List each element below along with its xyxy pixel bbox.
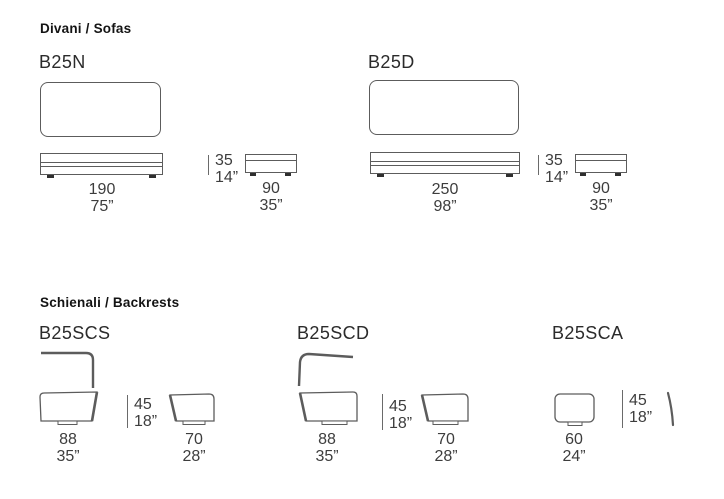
b25scd-depth-in: 28”	[434, 448, 458, 465]
b25d-depth-view-drawing	[575, 154, 627, 177]
b25d-top-view-drawing	[369, 80, 519, 135]
b25n-width-cm: 190	[88, 181, 116, 198]
b25scd-width-in: 35”	[315, 448, 339, 465]
b25d-width-dimension	[401, 181, 489, 215]
model-code-b25n: B25N	[39, 52, 86, 72]
b25sca-width-dimension	[550, 431, 598, 465]
b25n-top-view-drawing	[40, 82, 161, 137]
b25scd-height-dim-line	[382, 394, 383, 430]
b25n-height-dim-line	[208, 155, 209, 175]
b25sca-height-dim-line	[622, 390, 623, 428]
b25n-depth-cm: 90	[262, 180, 280, 197]
b25d-depth-dimension	[577, 180, 625, 214]
b25scs-height-in: 18”	[134, 413, 158, 430]
b25sca-height-dimension	[629, 392, 652, 426]
b25scd-height-in: 18”	[389, 415, 413, 432]
b25sca-side-profile-drawing	[662, 389, 680, 429]
b25n-depth-dimension	[247, 180, 295, 214]
b25d-height-cm: 35	[545, 152, 563, 169]
b25scs-depth-cm: 70	[185, 431, 203, 448]
b25n-height-dimension	[215, 152, 238, 186]
b25n-width-in: 75”	[90, 198, 114, 215]
b25n-width-dimension	[58, 181, 146, 215]
b25scs-backrest-top-profile-drawing	[36, 349, 98, 391]
model-code-b25scd: B25SCD	[297, 323, 370, 343]
b25n-height-in: 14”	[215, 169, 239, 186]
b25d-depth-in: 35”	[589, 197, 613, 214]
b25sca-width-cm: 60	[565, 431, 583, 448]
b25d-width-cm: 250	[431, 181, 459, 198]
b25d-height-dimension	[545, 152, 568, 186]
b25scs-front-view-drawing	[36, 389, 102, 429]
section-title-backrests: Schienali / Backrests	[40, 295, 180, 310]
b25scd-height-cm: 45	[389, 398, 407, 415]
b25scd-width-cm: 88	[318, 431, 336, 448]
b25scd-side-view-drawing	[419, 390, 473, 428]
b25d-side-view-drawing	[370, 152, 520, 178]
b25scd-front-view-drawing	[297, 389, 361, 429]
b25scs-width-cm: 88	[59, 431, 77, 448]
b25d-width-in: 98”	[433, 198, 457, 215]
model-code-b25d: B25D	[368, 52, 415, 72]
b25sca-height-cm: 45	[629, 392, 647, 409]
model-code-b25sca: B25SCA	[552, 323, 624, 343]
b25sca-height-in: 18”	[629, 409, 653, 426]
b25n-depth-view-drawing	[245, 154, 297, 177]
b25sca-width-in: 24”	[562, 448, 586, 465]
b25scs-depth-dimension	[170, 431, 218, 465]
b25sca-front-view-drawing	[552, 391, 598, 431]
b25scs-height-cm: 45	[134, 396, 152, 413]
b25scd-depth-cm: 70	[437, 431, 455, 448]
b25scs-depth-in: 28”	[182, 448, 206, 465]
b25scd-height-dimension	[389, 398, 412, 432]
b25scd-width-dimension	[303, 431, 351, 465]
b25d-height-in: 14”	[545, 169, 569, 186]
b25scs-height-dimension	[134, 396, 157, 430]
b25scs-height-dim-line	[127, 395, 128, 428]
b25n-height-cm: 35	[215, 152, 233, 169]
b25n-depth-in: 35”	[259, 197, 283, 214]
b25scs-width-in: 35”	[56, 448, 80, 465]
b25d-depth-cm: 90	[592, 180, 610, 197]
b25scs-side-view-drawing	[167, 390, 219, 428]
b25n-side-view-drawing	[40, 153, 163, 179]
section-title-sofas: Divani / Sofas	[40, 21, 132, 36]
b25scs-width-dimension	[44, 431, 92, 465]
b25scd-depth-dimension	[422, 431, 470, 465]
model-code-b25scs: B25SCS	[39, 323, 111, 343]
b25scd-backrest-top-profile-drawing	[296, 350, 358, 390]
b25d-height-dim-line	[538, 155, 539, 175]
